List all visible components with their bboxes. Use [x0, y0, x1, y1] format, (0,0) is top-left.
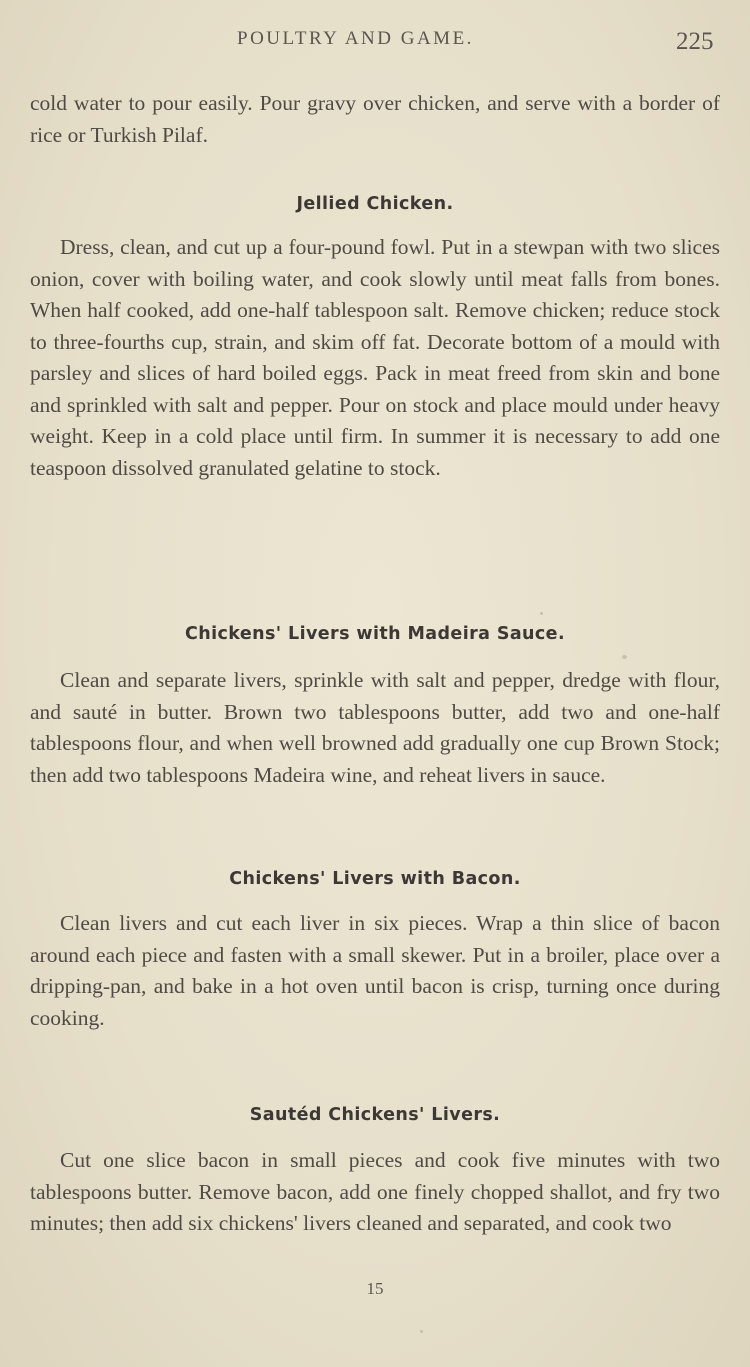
signature-mark: 15: [366, 1279, 384, 1298]
running-head: POULTRY AND GAME.: [237, 28, 474, 49]
intro-paragraph: cold water to pour easily. Pour gravy over chicken, and serve with a border of rice or Turkish Pilaf.: [30, 91, 720, 147]
recipe-title-livers-bacon: Chickens' Livers with Bacon.: [229, 869, 521, 889]
paper-speck: [622, 655, 627, 659]
paper-speck: [540, 612, 543, 615]
recipe-title-sauted-livers: Sautéd Chickens' Livers.: [249, 1105, 501, 1125]
recipe-body-sauted-livers: Cut one slice bacon in small pieces and cook five minutes with two tablespoons butter. Remove bacon, add one finely chopped shallot, and fry two minutes; then add six chickens' livers cleaned and separated, and cook two: [30, 1148, 720, 1235]
recipe-body-livers-madeira: Clean and separate livers, sprinkle with salt and pepper, dredge with flour, and sauté in butter. Brown two tablespoons butter, add two and one-half tablespoons flour, and when well browned add gradually one cup Brown Stock; then add two tablespoons Madeira wine, and reheat livers in sauce.: [30, 668, 720, 787]
recipe-title-jellied-chicken: Jellied Chicken.: [296, 194, 454, 214]
recipe-body-jellied-chicken: Dress, clean, and cut up a four-pound fowl. Put in a stewpan with two slices onion, cover with boiling water, and cook slowly until meat falls from bones. When half cooked, add one-half tablespoon salt. Remove chicken; reduce stock to three-fourths cup, strain, and skim off fat. Decorate bottom of a mould with parsley and slices of hard boiled eggs. Pack in meat freed from skin and bone and sprinkled with salt and pepper. Pour on stock and place mould under heavy weight. Keep in a cold place until firm. In summer it is necessary to add one teaspoon dissolved granulated gelatine to stock.: [30, 235, 720, 480]
recipe-body-livers-bacon: Clean livers and cut each liver in six pieces. Wrap a thin slice of bacon around each piece and fasten with a small skewer. Put in a broiler, place over a dripping-pan, and bake in a hot oven until bacon is crisp, turning once during cooking.: [30, 911, 720, 1030]
page-number: 225: [676, 28, 714, 55]
recipe-title-livers-madeira: Chickens' Livers with Madeira Sauce.: [185, 624, 565, 644]
paper-speck: [420, 1330, 423, 1333]
